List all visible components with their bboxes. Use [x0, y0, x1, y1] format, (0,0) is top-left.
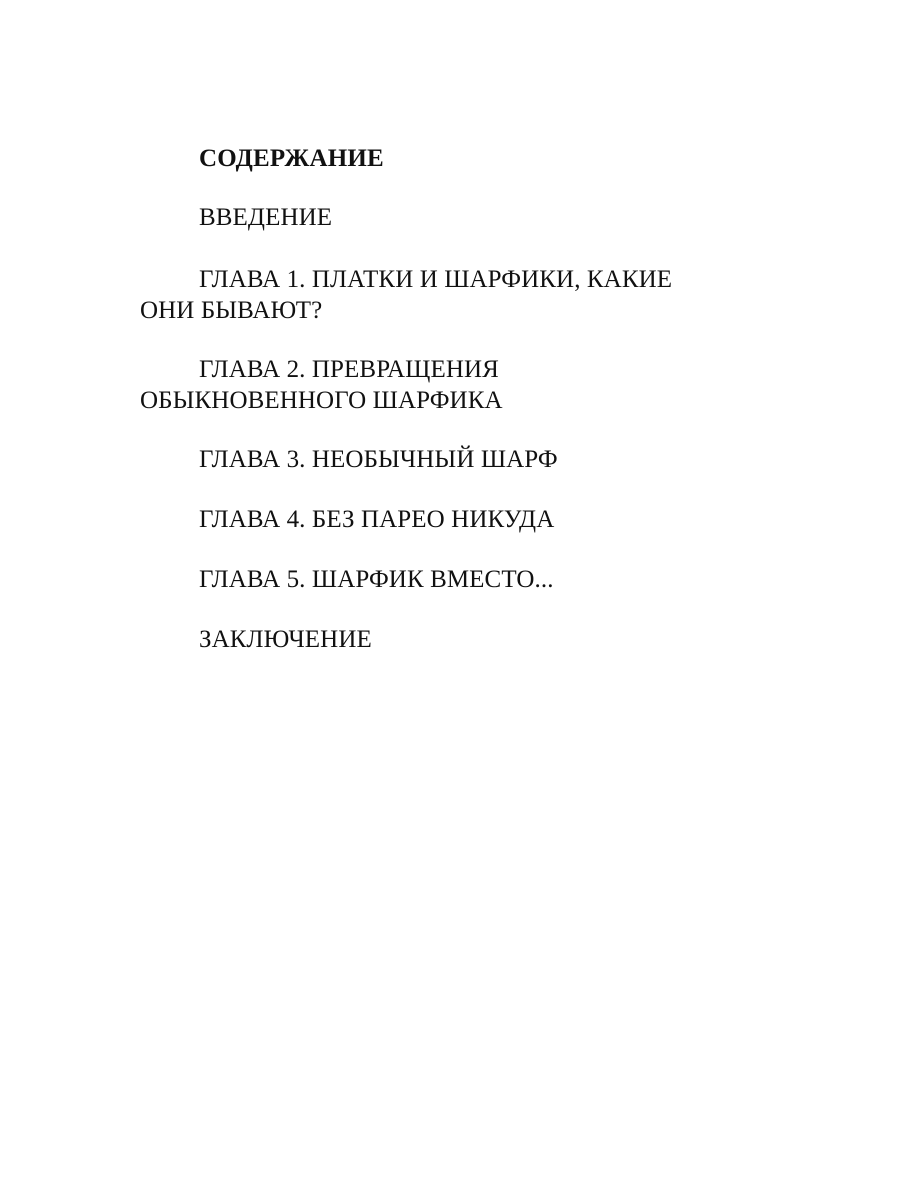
toc-entry-chapter-4	[199, 504, 554, 535]
page-title: СОДЕРЖАНИЕ	[199, 145, 384, 172]
toc-entry-label-line-1: ГЛАВА 2. ПРЕВРАЩЕНИЯ	[199, 356, 499, 383]
toc-entry-conclusion	[199, 624, 372, 655]
toc-entry-label: ГЛАВА 4. БЕЗ ПАРЕО НИКУДА	[199, 506, 555, 533]
toc-entry-chapter-5	[199, 564, 554, 595]
toc-entry-label: ВВЕДЕНИЕ	[199, 204, 333, 231]
toc-entry-label-line-2: ОНИ БЫВАЮТ?	[140, 297, 323, 324]
toc-entry-label: ГЛАВА 3. НЕОБЫЧНЫЙ ШАРФ	[199, 446, 558, 473]
toc-entry-chapter-1	[140, 264, 673, 326]
toc-entry-chapter-2	[140, 354, 503, 416]
toc-entry-label-line-1: ГЛАВА 1. ПЛАТКИ И ШАРФИКИ, КАКИЕ	[199, 266, 673, 293]
toc-entry-chapter-3	[199, 444, 558, 475]
toc-entry-introduction	[199, 202, 332, 233]
toc-entry-label-line-2: ОБЫКНОВЕННОГО ШАРФИКА	[140, 387, 503, 414]
toc-entry-label: ЗАКЛЮЧЕНИЕ	[199, 626, 372, 653]
toc-entry-label: ГЛАВА 5. ШАРФИК ВМЕСТО...	[199, 566, 554, 593]
